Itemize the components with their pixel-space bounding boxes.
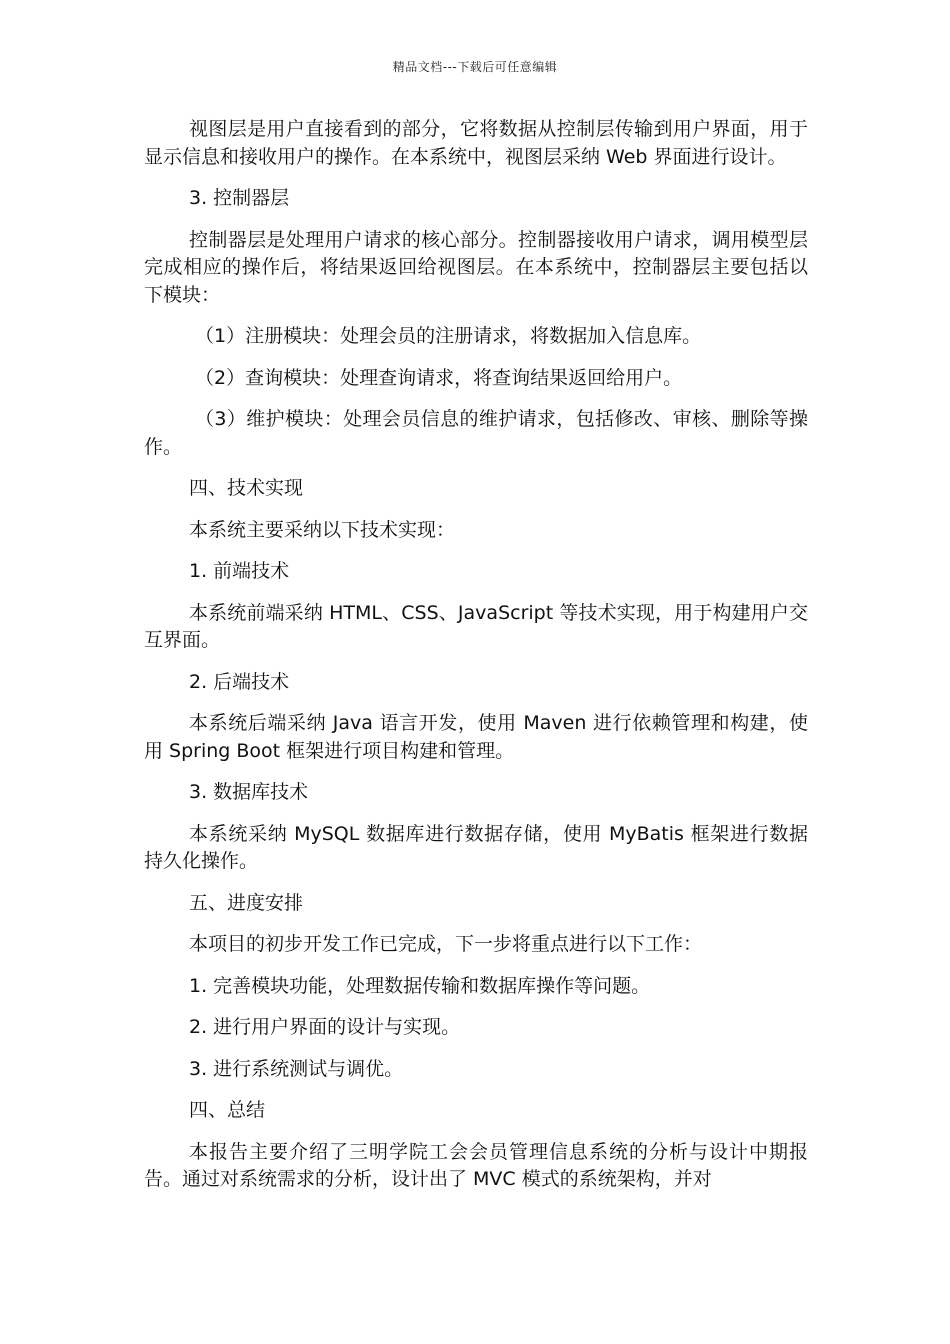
list-item-query-module: （2）查询模块：处理查询请求，将查询结果返回给用户。 <box>195 366 683 389</box>
list-item-schedule-3: 3. 进行系统测试与调优。 <box>189 1057 404 1080</box>
heading-controller-layer: 3. 控制器层 <box>189 187 290 209</box>
heading-backend: 2. 后端技术 <box>189 670 290 693</box>
document-body <box>144 116 808 1208</box>
heading-database: 3. 数据库技术 <box>189 781 309 803</box>
list-item-register-module: （1）注册模块：处理会员的注册请求，将数据加入信息库。 <box>195 325 702 347</box>
heading-summary: 四、总结 <box>189 1099 266 1121</box>
paragraph-frontend: 本系统前端采纳 HTML、CSS、JavaScript 等技术实现，用于构建用户交互界面。 <box>144 601 808 651</box>
page-header: 精品文档---下载后可任意编辑 <box>392 60 558 74</box>
list-item-maintenance-module: （3）维护模块：处理会员信息的维护请求，包括修改、审核、删除等操作。 <box>144 408 808 458</box>
paragraph-tech-intro: 本系统主要采纳以下技术实现： <box>189 518 456 541</box>
paragraph-database: 本系统采纳 MySQL 数据库进行数据存储，使用 MyBatis 框架进行数据持久化操作。 <box>144 822 808 872</box>
heading-tech-implementation: 四、技术实现 <box>189 477 304 499</box>
heading-schedule: 五、进度安排 <box>189 891 304 914</box>
paragraph-backend: 本系统后端采纳 Java 语言开发，使用 Maven 进行依赖管理和构建，使用 Spring Boot 框架进行项目构建和管理。 <box>144 712 808 762</box>
paragraph-view-layer: 视图层是用户直接看到的部分，它将数据从控制层传输到用户界面，用于显示信息和接收用户的操作。在本系统中，视图层采纳 Web 界面进行设计。 <box>144 118 808 168</box>
heading-frontend: 1. 前端技术 <box>189 560 290 582</box>
list-item-schedule-1: 1. 完善模块功能，处理数据传输和数据库操作等问题。 <box>189 974 651 997</box>
paragraph-schedule-intro: 本项目的初步开发工作已完成，下一步将重点进行以下工作： <box>189 933 703 955</box>
paragraph-summary: 本报告主要介绍了三明学院工会会员管理信息系统的分析与设计中期报告。通过对系统需求的分析，设计出了 MVC 模式的系统架构，并对 <box>144 1140 808 1190</box>
paragraph-controller-layer: 控制器层是处理用户请求的核心部分。控制器接收用户请求，调用模型层完成相应的操作后，将结果返回给视图层。在本系统中，控制器层主要包括以下模块： <box>144 228 808 306</box>
list-item-schedule-2: 2. 进行用户界面的设计与实现。 <box>189 1016 461 1038</box>
